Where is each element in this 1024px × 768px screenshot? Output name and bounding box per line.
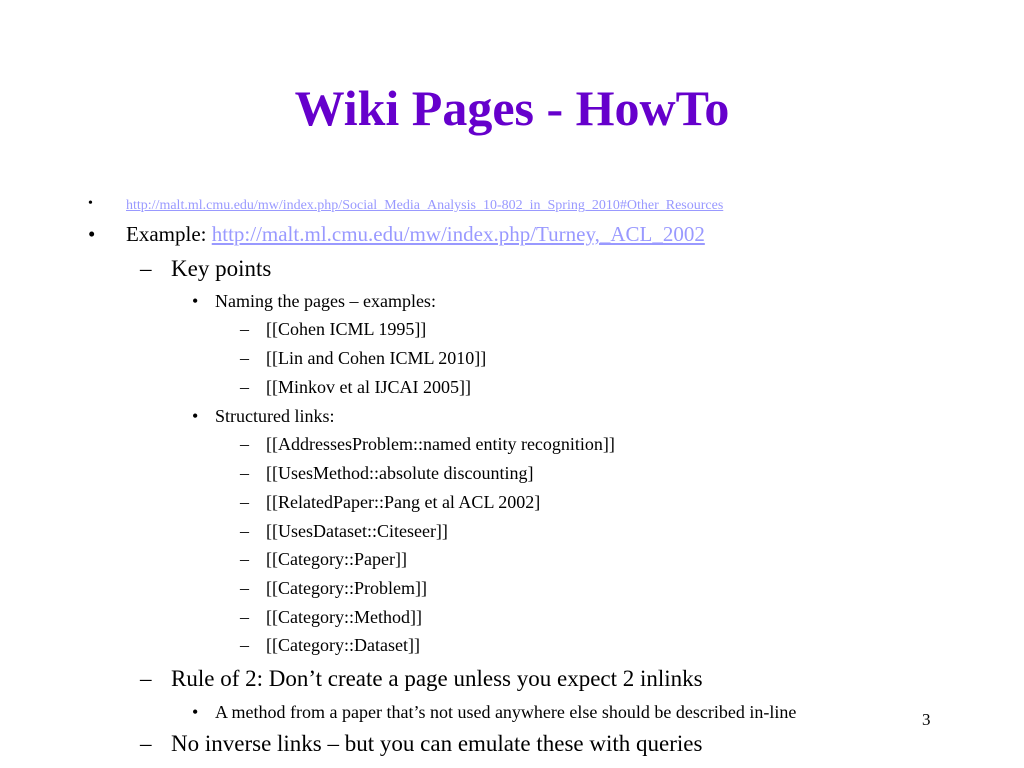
page-number: 3 bbox=[922, 710, 931, 729]
resources-link[interactable]: http://malt.ml.cmu.edu/mw/index.php/Social_Media_Analysis_10-802_in_Spring_2010#Other_Resources bbox=[126, 198, 724, 213]
slide-title: Wiki Pages - HowTo bbox=[294, 80, 730, 136]
example-line bbox=[126, 222, 705, 247]
dash-glyph: – bbox=[240, 492, 249, 512]
structured-item: [[Category::Method]] bbox=[266, 607, 422, 627]
dash-glyph: – bbox=[240, 348, 249, 368]
dash-glyph: – bbox=[240, 377, 249, 397]
naming-item: [[Minkov et al IJCAI 2005]] bbox=[266, 377, 471, 397]
dash-glyph: – bbox=[140, 731, 152, 756]
structured-item: [[UsesMethod::absolute discounting] bbox=[266, 463, 534, 483]
example-label: Example: bbox=[126, 222, 207, 246]
dash-glyph: – bbox=[240, 607, 249, 627]
dash-glyph: – bbox=[240, 578, 249, 598]
naming-heading: Naming the pages – examples: bbox=[215, 291, 436, 311]
rule-of-two-detail: A method from a paper that’s not used anywhere else should be described in-line bbox=[215, 702, 797, 722]
dash-glyph: – bbox=[240, 549, 249, 569]
no-inverse-links: No inverse links – but you can emulate these with queries bbox=[171, 731, 703, 756]
dash-glyph: – bbox=[240, 319, 249, 339]
rule-of-two: Rule of 2: Don’t create a page unless you expect 2 inlinks bbox=[171, 666, 703, 691]
bullet-glyph: • bbox=[88, 196, 93, 211]
structured-item: [[Category::Dataset]] bbox=[266, 635, 420, 655]
structured-item: [[Category::Paper]] bbox=[266, 549, 407, 569]
structured-item: [[UsesDataset::Citeseer]] bbox=[266, 521, 448, 541]
dash-glyph: – bbox=[240, 635, 249, 655]
dash-glyph: – bbox=[240, 521, 249, 541]
top-url-line bbox=[126, 196, 723, 214]
naming-item: [[Cohen ICML 1995]] bbox=[266, 319, 427, 339]
bullet-glyph: • bbox=[192, 702, 199, 722]
structured-heading: Structured links: bbox=[215, 406, 335, 426]
dash-glyph: – bbox=[240, 463, 249, 483]
naming-item: [[Lin and Cohen ICML 2010]] bbox=[266, 348, 487, 368]
bullet-glyph: • bbox=[192, 406, 199, 426]
dash-glyph: – bbox=[240, 434, 249, 454]
bullet-glyph: • bbox=[88, 222, 96, 246]
structured-item: [[Category::Problem]] bbox=[266, 578, 427, 598]
dash-glyph: – bbox=[140, 256, 152, 281]
structured-item: [[RelatedPaper::Pang et al ACL 2002] bbox=[266, 492, 541, 512]
bullet-glyph: • bbox=[192, 291, 199, 311]
structured-item: [[AddressesProblem::named entity recognition]] bbox=[266, 434, 615, 454]
example-link[interactable]: http://malt.ml.cmu.edu/mw/index.php/Turney,_ACL_2002 bbox=[211, 222, 705, 246]
dash-glyph: – bbox=[140, 666, 152, 691]
key-points-heading: Key points bbox=[171, 256, 272, 281]
